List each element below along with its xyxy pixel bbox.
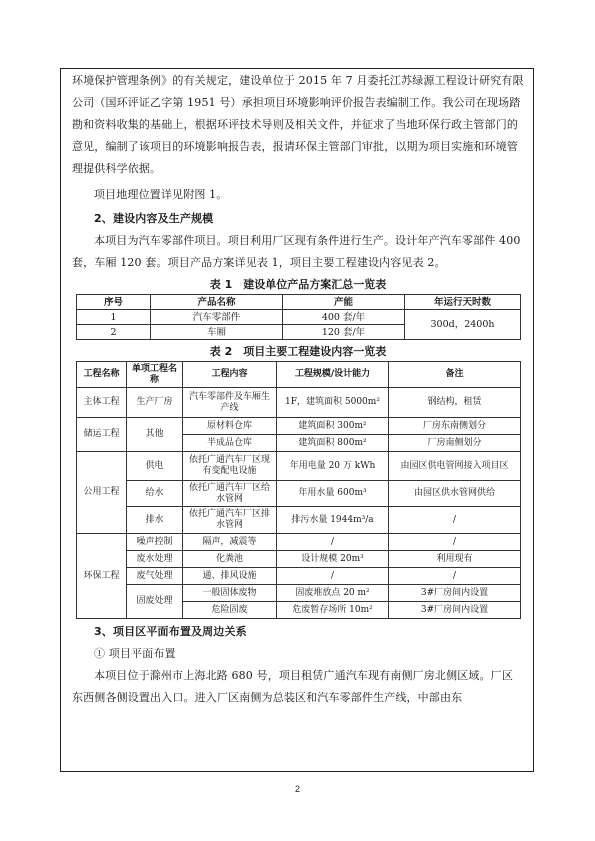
- table-row: [77, 481, 521, 507]
- header-cell: 工程规模/设计能力: [277, 362, 389, 388]
- table-cell: 1: [77, 310, 151, 325]
- table-header-row: [77, 362, 521, 388]
- runtime-cell: 300d，2400h: [405, 310, 521, 340]
- table-cell: 厂房南侧划分: [389, 435, 521, 452]
- table1-caption: 表 1 建设单位产品方案汇总一览表: [209, 278, 387, 291]
- table-cell: 400 套/年: [283, 310, 405, 325]
- table-cell: 其他: [127, 418, 183, 452]
- table-cell: 3#厂房间内设置: [389, 602, 521, 619]
- header-cell: 序号: [77, 295, 151, 310]
- table-cell: /: [277, 534, 389, 551]
- group-cell: 储运工程: [77, 418, 127, 452]
- table-cell: 化粪池: [183, 551, 277, 568]
- table-row: [77, 452, 521, 481]
- table-cell: 废水处理: [127, 551, 183, 568]
- table-cell: 危险固废: [183, 602, 277, 619]
- table-row: [77, 551, 521, 568]
- table-cell: 依托广通汽车厂区排水管网: [183, 507, 277, 534]
- table-cell: 一般固体废物: [183, 585, 277, 602]
- table-cell: 由园区供电管网接入项目区: [389, 452, 521, 481]
- group-cell: 主体工程: [77, 388, 127, 418]
- header-cell: 单项工程名称: [127, 362, 183, 388]
- table-row: [77, 585, 521, 602]
- table-cell: 建筑面积 300m²: [277, 418, 389, 435]
- table-cell: 依托广通汽车厂区现有变配电设施: [183, 452, 277, 481]
- table-header-row: [77, 295, 521, 310]
- table-cell: 建筑面积 800m²: [277, 435, 389, 452]
- header-cell: 备注: [389, 362, 521, 388]
- header-cell: 产品名称: [151, 295, 283, 310]
- table-cell: 1F，建筑面积 5000m²: [277, 388, 389, 418]
- group-cell: 公用工程: [77, 452, 127, 534]
- table-row: [77, 507, 521, 534]
- table-cell: 危废暂存场所 10m²: [277, 602, 389, 619]
- table-cell: /: [389, 534, 521, 551]
- table-cell: /: [389, 568, 521, 585]
- table-cell: 由园区供水管网供给: [389, 481, 521, 507]
- table-cell: /: [389, 507, 521, 534]
- table-cell: 钢结构，租赁: [389, 388, 521, 418]
- table-cell: 生产厂房: [127, 388, 183, 418]
- table-cell: 固废堆放点 20 m²: [277, 585, 389, 602]
- section2-heading: 2、建设内容及生产规模: [94, 212, 214, 225]
- section3-heading: 3、项目区平面布置及周边关系: [94, 625, 247, 638]
- table-cell: 汽车零部件: [151, 310, 283, 325]
- section3-subheading: ① 项目平面布置: [94, 647, 176, 660]
- table-cell: 排污水量 1944m³/a: [277, 507, 389, 534]
- table-cell: 给水: [127, 481, 183, 507]
- section2-body: 本项目为汽车零部件项目。项目利用厂区现有条件进行生产。设计年产汽车零部件 400 套，车厢 120 套。项目产品方案详见表 1，项目主要工程建设内容见表 2。: [72, 234, 521, 269]
- table-cell: 依托广通汽车厂区给水管网: [183, 481, 277, 507]
- location-note: 项目地理位置详见附图 1。: [94, 188, 228, 201]
- table2-caption: 表 2 项目主要工程建设内容一览表: [209, 345, 387, 358]
- table-cell: 供电: [127, 452, 183, 481]
- table-cell: 排水: [127, 507, 183, 534]
- table-row: [77, 534, 521, 551]
- table-cell: 废气处理: [127, 568, 183, 585]
- table-cell: 设计规模 20m³: [277, 551, 389, 568]
- table-cell: 原材料仓库: [183, 418, 277, 435]
- table-row: [77, 418, 521, 435]
- table-cell: 通、排风设施: [183, 568, 277, 585]
- intro-paragraph: 环境保护管理条例》的有关规定，建设单位于 2015 年 7 月委托江苏绿源工程设计研究有限公司（国环评证乙字第 1951 号）承担项目环境影响评价报告表编制工作。我公司在现场踏勘和资料收集的基础上，根据环评技术导则及相关文件，并征求了当地环保行政主管部门的意见，编制了该项目的环境影响报告表，报请环保主管部门审批，以期为项目实施和环境管理提供科学依据。: [72, 74, 524, 175]
- product-table: [76, 294, 521, 340]
- header-cell: 工程内容: [183, 362, 277, 388]
- header-cell: 年运行天时数: [405, 295, 521, 310]
- table-row: [77, 388, 521, 418]
- table-cell: 半成品仓库: [183, 435, 277, 452]
- table-cell: 固废处理: [127, 585, 183, 619]
- table-cell: 年用水量 600m³: [277, 481, 389, 507]
- table-cell: 隔声，减震等: [183, 534, 277, 551]
- table-row: [77, 568, 521, 585]
- table-cell: 噪声控制: [127, 534, 183, 551]
- table-cell: 2: [77, 325, 151, 340]
- table-cell: 利用现有: [389, 551, 521, 568]
- table-cell: 车厢: [151, 325, 283, 340]
- table-row: [77, 310, 521, 325]
- table-cell: 120 套/年: [283, 325, 405, 340]
- section3-body: 本项目位于滁州市上海北路 680 号，项目租赁广通汽车现有南侧厂房北侧区域。厂区东西侧各侧设置出入口。进入厂区南侧为总装区和汽车零部件生产线，中部由东: [72, 669, 513, 704]
- table-cell: /: [277, 568, 389, 585]
- table-cell: 厂房东南侧划分: [389, 418, 521, 435]
- header-cell: 工程名称: [77, 362, 127, 388]
- group-cell: 环保工程: [77, 534, 127, 619]
- document-body: [72, 70, 524, 709]
- table-cell: 3#厂房间内设置: [389, 585, 521, 602]
- header-cell: 产能: [283, 295, 405, 310]
- table-cell: 汽车零部件及车厢生产线: [183, 388, 277, 418]
- page-number: 2: [294, 784, 300, 794]
- table-cell: 年用电量 20 万 kWh: [277, 452, 389, 481]
- construction-table: [76, 361, 521, 619]
